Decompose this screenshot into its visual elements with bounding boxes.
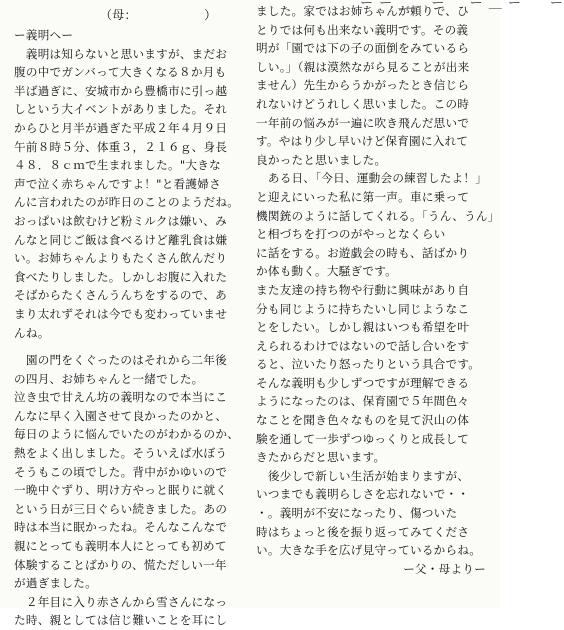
signature-line: ー父・母よりー — [403, 561, 486, 576]
right-line: 一年前の悩みが一遍に吹き飛んだ思いで — [256, 115, 470, 130]
left-line: からひと月半が過ぎた平成２年４月９日 — [14, 120, 228, 135]
mother-name-header: （母： ） — [100, 8, 217, 22]
left-line: 体験することばかりの、慌ただしい一年 — [14, 557, 227, 572]
right-line: 験を通して一歩ずつゆっくりと成長して — [256, 431, 470, 446]
left-line: の四月、お姉ちゃんと一緒でした。 — [14, 371, 204, 386]
left-line: ー義明へー — [14, 28, 74, 42]
left-line: んなに早く入園させて良かったのかと、 — [14, 408, 228, 423]
right-line: 機関銃のように話してくれる。「うん、うん」 — [256, 208, 500, 223]
left-line: い。お姉ちゃんよりもたくさん飲んだり — [14, 251, 228, 266]
left-line: 半ば過ぎに、安城市から豊橋市に引っ越 — [14, 83, 228, 98]
right-line: また友達の持ち物や行動に興味があり自 — [256, 282, 470, 297]
left-line: しという大イベントがありました。それ — [14, 102, 228, 117]
right-line: えられるわけではないので話し合いをす — [256, 338, 470, 353]
right-line: す。やはり少し早いけど保育園に入れて — [256, 134, 469, 149]
left-line: 園の門をくぐったのはそれから二年後 — [14, 353, 227, 368]
right-line: ようになったのは、保育園で５年間色々 — [256, 394, 470, 409]
left-column-lines — [14, 26, 246, 630]
left-line: 時は本当に眠かったね。そんなこんなで — [14, 520, 228, 535]
right-line: とりでは何も出来ない義明です。その義 — [256, 22, 469, 37]
right-line: ・。義明が不安になったり、傷ついた — [256, 506, 458, 521]
right-line: 後少しで新しい生活が始まりますが、 — [256, 468, 470, 483]
left-line: んに言われたのが昨日のことのようだね。 — [14, 195, 240, 210]
right-line: なことを聞き色々なものを見て沢山の体 — [256, 413, 470, 428]
left-line: んなと同じご飯は食べるけど離乳食は嫌 — [14, 232, 228, 247]
left-line: 熱をよく出しました。そういえば水ぼう — [14, 446, 228, 461]
right-line: きたからだと思います。 — [256, 450, 386, 465]
left-line: 食べたりしました。しかしお腹に入れた — [14, 269, 228, 284]
left-line: 毎日のように悩んでいたのがわかるのか、 — [14, 427, 240, 442]
left-line: が過ぎました。 — [14, 576, 97, 591]
left-line: 腹の中でガンバって大きくなる８か月も — [14, 65, 227, 80]
right-line: 時はちょっと後を振り返ってみてくださ — [256, 524, 470, 539]
left-line: 午前８時５分、体重３，２１６ｇ、身長 — [14, 139, 228, 154]
left-line: そばからたくさんうんちをするので、あ — [14, 288, 227, 303]
right-line: しい。」（親は漠然ながら見ることが出来 — [256, 59, 470, 74]
right-line: 分も同じように持ちたいし同じようなこ — [256, 301, 470, 316]
paragraph-gap — [14, 342, 246, 351]
right-line: い。大きな手を広げ見守っているからね。 — [256, 543, 482, 558]
right-line: か体も動く。大騒ぎです。 — [256, 264, 397, 279]
left-line: 声で泣く赤ちゃんですよ！"と看護婦さ — [14, 176, 221, 191]
left-line: ２年目に入り赤さんから雪さんになっ — [14, 594, 228, 609]
left-line: ４８．８ｃｍで生まれました。"大きな — [14, 158, 221, 173]
right-line: そんな義明も少しずつですが理解できる — [256, 375, 470, 390]
left-line: 義明は知らないと思いますが、まだお — [14, 46, 228, 61]
left-line: 親にとっても義明本人にとっても初めて — [14, 539, 227, 554]
cut-off-top-text: ー ー ＿ ー ー ＿ ー ー — [360, 0, 564, 11]
left-line: おっぱいは飲むけど粉ミルクは嫌い、み — [14, 213, 227, 228]
left-line: という日が三日ぐらい続きました。あの — [14, 501, 228, 516]
right-line: 良かったと思いました。 — [256, 152, 387, 167]
left-column — [14, 6, 246, 630]
right-line: と迎えにいった私に第一声。車に乗って — [256, 189, 470, 204]
left-line: 泣き虫で甘えん坊の義明なので本当にこ — [14, 390, 228, 405]
left-line: 一晩中ぐずり、明け方やっと眠りに就く — [14, 483, 228, 498]
left-line: まり太れずそれは今でも変わっていませ — [14, 306, 228, 321]
right-line: 明が「園では下の子の面倒をみているら — [256, 41, 470, 56]
right-line: ません）先生からうかがったとき信じら — [256, 78, 470, 93]
left-line: んね。 — [14, 325, 50, 340]
left-line: そうもこの頃でした。背中がかゆいので — [14, 464, 228, 479]
right-line: に話をする。お遊戯会の時も、話ばかり — [256, 245, 470, 260]
right-line: ある日、「今日、運動会の練習したよ！」 — [256, 171, 488, 186]
right-column — [256, 0, 564, 578]
right-line: ると、泣いたり怒ったりという具合です。 — [256, 357, 481, 372]
right-line: ました。家ではお姉ちゃんが頼りで、ひ — [256, 4, 469, 18]
left-line: た時、親としては信じ難いことを耳にし — [14, 613, 228, 628]
right-line: と相づちを打つのがやっとなくらい — [256, 227, 446, 242]
right-line: いつまでも義明らしさを忘れないで・・ — [256, 487, 470, 502]
right-line: れないけどうれしく思いました。この時 — [256, 96, 470, 111]
right-line: とをしたい。しかし親はいつも希望を叶 — [256, 320, 470, 335]
